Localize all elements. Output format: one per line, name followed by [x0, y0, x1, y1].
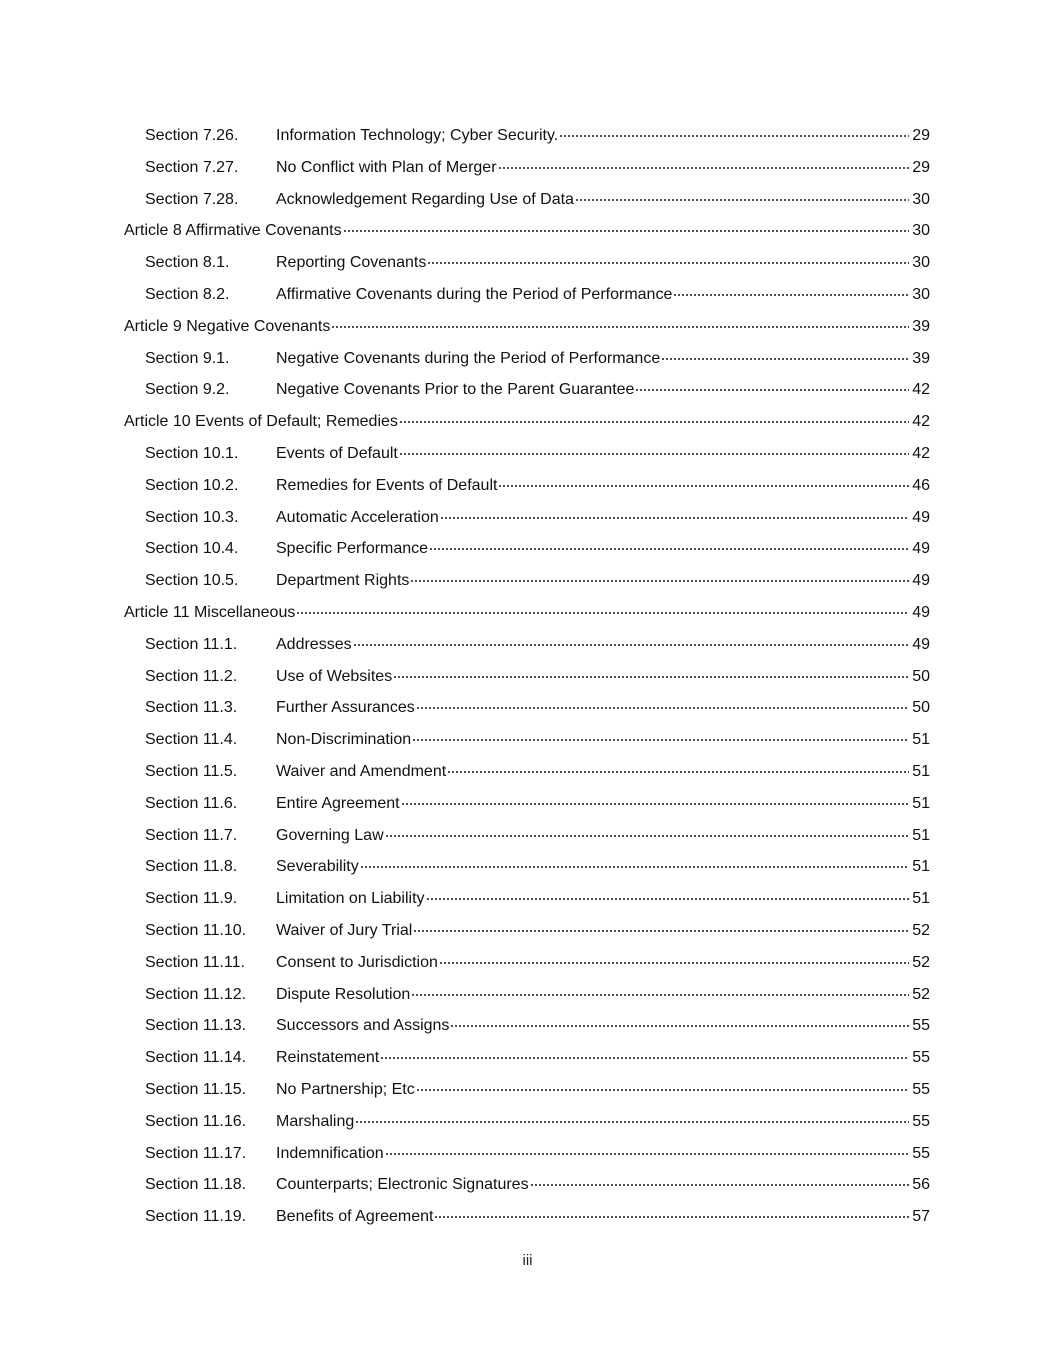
dot-leader [450, 1025, 909, 1027]
toc-page-reference: 56 [912, 1176, 930, 1194]
toc-entry-title: Entire Agreement [276, 794, 400, 812]
toc-page-reference: 49 [912, 572, 930, 590]
toc-section-number: Section 11.14. [145, 1049, 247, 1067]
toc-page-reference: 55 [912, 1144, 930, 1162]
toc-section-entry[interactable] [124, 1106, 930, 1138]
toc-section-entry[interactable] [124, 629, 930, 661]
toc-page-reference: 49 [912, 635, 930, 653]
toc-entry-title: Governing Law [276, 826, 384, 844]
dot-leader [355, 1121, 909, 1123]
toc-entry-title: Consent to Jurisdiction [276, 953, 438, 971]
toc-section-entry[interactable] [124, 788, 930, 820]
toc-entry-title: Article 9 Negative Covenants [124, 317, 331, 335]
dot-leader [399, 421, 909, 423]
toc-entry-title: Events of Default [276, 444, 398, 462]
toc-page-reference: 51 [912, 890, 930, 908]
toc-entry-title: Reporting Covenants [276, 254, 427, 272]
toc-page-reference: 55 [912, 1049, 930, 1067]
toc-section-number: Section 11.16. [145, 1112, 247, 1130]
toc-entry-title: Benefits of Agreement [276, 1208, 434, 1226]
dot-leader [380, 1057, 909, 1059]
dot-leader [439, 962, 909, 964]
toc-entry-title: Waiver of Jury Trial [276, 921, 413, 939]
toc-section-entry[interactable] [124, 470, 930, 502]
toc-entry-title: Counterparts; Electronic Signatures [276, 1176, 529, 1194]
toc-section-entry[interactable] [124, 438, 930, 470]
toc-section-number: Section 11.7. [145, 826, 238, 844]
toc-page-reference: 42 [912, 381, 930, 399]
toc-section-entry[interactable] [124, 184, 930, 216]
dot-leader [498, 485, 909, 487]
dot-leader [399, 453, 909, 455]
toc-page-reference: 50 [912, 667, 930, 685]
toc-page-reference: 51 [912, 794, 930, 812]
toc-entry-title: No Partnership; Etc [276, 1080, 415, 1098]
toc-entry-title: Marshaling [276, 1112, 355, 1130]
dot-leader [673, 294, 909, 296]
toc-section-number: Section 9.1. [145, 349, 230, 367]
toc-section-number: Section 11.17. [145, 1144, 247, 1162]
toc-page-reference: 49 [912, 540, 930, 558]
toc-section-number: Section 11.18. [145, 1176, 247, 1194]
toc-page-reference: 30 [912, 190, 930, 208]
toc-page-reference: 51 [912, 858, 930, 876]
toc-section-number: Section 11.12. [145, 985, 247, 1003]
dot-leader [393, 676, 909, 678]
dot-leader [426, 898, 909, 900]
dot-leader [498, 167, 909, 169]
dot-leader [575, 199, 909, 201]
toc-section-number: Section 11.13. [145, 1017, 247, 1035]
toc-entry-title: Acknowledgement Regarding Use of Data [276, 190, 574, 208]
toc-section-number: Section 10.3. [145, 508, 239, 526]
toc-page-reference: 52 [912, 985, 930, 1003]
dot-leader [412, 739, 909, 741]
toc-page-reference: 39 [912, 317, 930, 335]
toc-section-entry[interactable] [124, 756, 930, 788]
toc-entry-title: Negative Covenants during the Period of Performance [276, 349, 661, 367]
toc-section-number: Section 10.2. [145, 476, 239, 494]
toc-section-entry[interactable] [124, 820, 930, 852]
toc-article-entry[interactable] [124, 406, 930, 438]
toc-entry-title: Automatic Acceleration [276, 508, 439, 526]
toc-page-reference: 30 [912, 254, 930, 272]
toc-page-reference: 46 [912, 476, 930, 494]
toc-entry-title: Remedies for Events of Default [276, 476, 498, 494]
dot-leader [385, 1153, 909, 1155]
toc-section-entry[interactable] [124, 661, 930, 693]
toc-entry-title: Affirmative Covenants during the Period of Performance [276, 285, 673, 303]
toc-entry-title: Article 8 Affirmative Covenants [124, 222, 342, 240]
toc-section-entry[interactable] [124, 120, 930, 152]
dot-leader [360, 866, 909, 868]
toc-entry-title: Successors and Assigns [276, 1017, 450, 1035]
toc-page-reference: 51 [912, 731, 930, 749]
toc-entry-title: Further Assurances [276, 699, 415, 717]
dot-leader [427, 262, 909, 264]
dot-leader [661, 358, 909, 360]
toc-entry-title: Specific Performance [276, 540, 429, 558]
toc-entry-title: Article 11 Miscellaneous [124, 603, 296, 621]
toc-article-entry[interactable] [124, 311, 930, 343]
dot-leader [413, 930, 909, 932]
toc-section-entry[interactable] [124, 724, 930, 756]
toc-section-number: Section 11.5. [145, 762, 238, 780]
toc-entry-title: Severability [276, 858, 359, 876]
toc-section-entry[interactable] [124, 1169, 930, 1201]
toc-entry-title: Use of Websites [276, 667, 393, 685]
toc-section-entry[interactable] [124, 247, 930, 279]
dot-leader [416, 1089, 909, 1091]
toc-page-reference: 29 [912, 127, 930, 144]
toc-section-number: Section 11.19. [145, 1208, 247, 1226]
toc-page-reference: 42 [912, 444, 930, 462]
toc-section-number: Section 11.10. [145, 921, 247, 939]
toc-section-entry[interactable] [124, 1010, 930, 1042]
dot-leader [635, 389, 909, 391]
toc-section-entry[interactable] [124, 947, 930, 979]
toc-page-reference: 52 [912, 921, 930, 939]
toc-page-reference: 50 [912, 699, 930, 717]
toc-section-entry[interactable] [124, 1074, 930, 1106]
toc-section-number: Section 7.28. [145, 190, 239, 208]
toc-section-number: Section 11.6. [145, 794, 238, 812]
toc-section-entry[interactable] [124, 851, 930, 883]
toc-section-entry[interactable] [124, 1042, 930, 1074]
toc-section-number: Section 11.3. [145, 699, 238, 717]
toc-page-reference: 55 [912, 1112, 930, 1130]
dot-leader [559, 135, 909, 137]
toc-section-entry[interactable] [124, 1201, 930, 1233]
toc-entry-title: Information Technology; Cyber Security. [276, 127, 559, 144]
toc-section-number: Section 11.2. [145, 667, 238, 685]
dot-leader [410, 580, 909, 582]
toc-section-entry[interactable] [124, 279, 930, 311]
dot-leader [385, 835, 909, 837]
toc-section-number: Section 7.26. [145, 127, 239, 144]
toc-section-number: Section 10.5. [145, 572, 239, 590]
toc-section-number: Section 8.2. [145, 285, 230, 303]
toc-page-reference: 51 [912, 762, 930, 780]
toc-article-entry[interactable] [124, 215, 930, 247]
toc-section-number: Section 10.1. [145, 444, 239, 462]
toc-entry-title: Addresses [276, 635, 352, 653]
toc-page-reference: 42 [912, 413, 930, 431]
toc-page-reference: 57 [912, 1208, 930, 1226]
toc-entry-title: Indemnification [276, 1144, 384, 1162]
toc-section-entry[interactable] [124, 502, 930, 534]
dot-leader [530, 1184, 909, 1186]
toc-section-number: Section 7.27. [145, 158, 239, 176]
dot-leader [434, 1216, 909, 1218]
dot-leader [296, 612, 909, 614]
dot-leader [411, 994, 909, 996]
toc-section-number: Section 11.11. [145, 953, 245, 971]
toc-section-entry[interactable] [124, 979, 930, 1011]
toc-page-reference: 30 [912, 222, 930, 240]
toc-section-number: Section 8.1. [145, 254, 230, 272]
toc-section-number: Section 11.15. [145, 1080, 247, 1098]
toc-entry-title: Article 10 Events of Default; Remedies [124, 413, 398, 431]
page-number: iii [522, 1252, 533, 1269]
dot-leader [447, 771, 909, 773]
toc-entry-title: No Conflict with Plan of Merger [276, 158, 497, 176]
toc-section-number: Section 9.2. [145, 381, 230, 399]
toc-section-entry[interactable] [124, 374, 930, 406]
dot-leader [401, 803, 909, 805]
toc-page-reference: 39 [912, 349, 930, 367]
toc-section-number: Section 10.4. [145, 540, 239, 558]
toc-section-number: Section 11.4. [145, 731, 238, 749]
toc-page-reference: 55 [912, 1080, 930, 1098]
toc-entry-title: Non-Discrimination [276, 731, 412, 749]
toc-page-reference: 52 [912, 953, 930, 971]
toc-page-reference: 29 [912, 158, 930, 176]
toc-section-entry[interactable] [124, 915, 930, 947]
toc-section-number: Section 11.8. [145, 858, 238, 876]
dot-leader [416, 707, 909, 709]
toc-entry-title: Limitation on Liability [276, 890, 425, 908]
toc-page-reference: 49 [912, 508, 930, 526]
toc-section-entry[interactable] [124, 883, 930, 915]
toc-page-reference: 30 [912, 285, 930, 303]
toc-section-entry[interactable] [124, 533, 930, 565]
toc-entry-title: Negative Covenants Prior to the Parent Guarantee [276, 381, 635, 399]
toc-page-reference: 55 [912, 1017, 930, 1035]
toc-section-entry[interactable] [124, 565, 930, 597]
toc-entry-title: Waiver and Amendment [276, 762, 447, 780]
dot-leader [331, 326, 909, 328]
toc-section-entry[interactable] [124, 152, 930, 184]
toc-article-entry[interactable] [124, 597, 930, 629]
toc-section-entry[interactable] [124, 1138, 930, 1170]
toc-entry-title: Department Rights [276, 572, 410, 590]
toc-section-number: Section 11.1. [145, 635, 238, 653]
toc-entry-title: Reinstatement [276, 1049, 380, 1067]
toc-entry-title: Dispute Resolution [276, 985, 411, 1003]
toc-page-reference: 49 [912, 603, 930, 621]
toc-section-number: Section 11.9. [145, 890, 238, 908]
table-of-contents [124, 120, 930, 1233]
toc-section-entry[interactable] [124, 692, 930, 724]
dot-leader [440, 517, 909, 519]
dot-leader [429, 548, 909, 550]
toc-page-reference: 51 [912, 826, 930, 844]
dot-leader [353, 644, 909, 646]
dot-leader [343, 230, 909, 232]
toc-section-entry[interactable] [124, 343, 930, 375]
